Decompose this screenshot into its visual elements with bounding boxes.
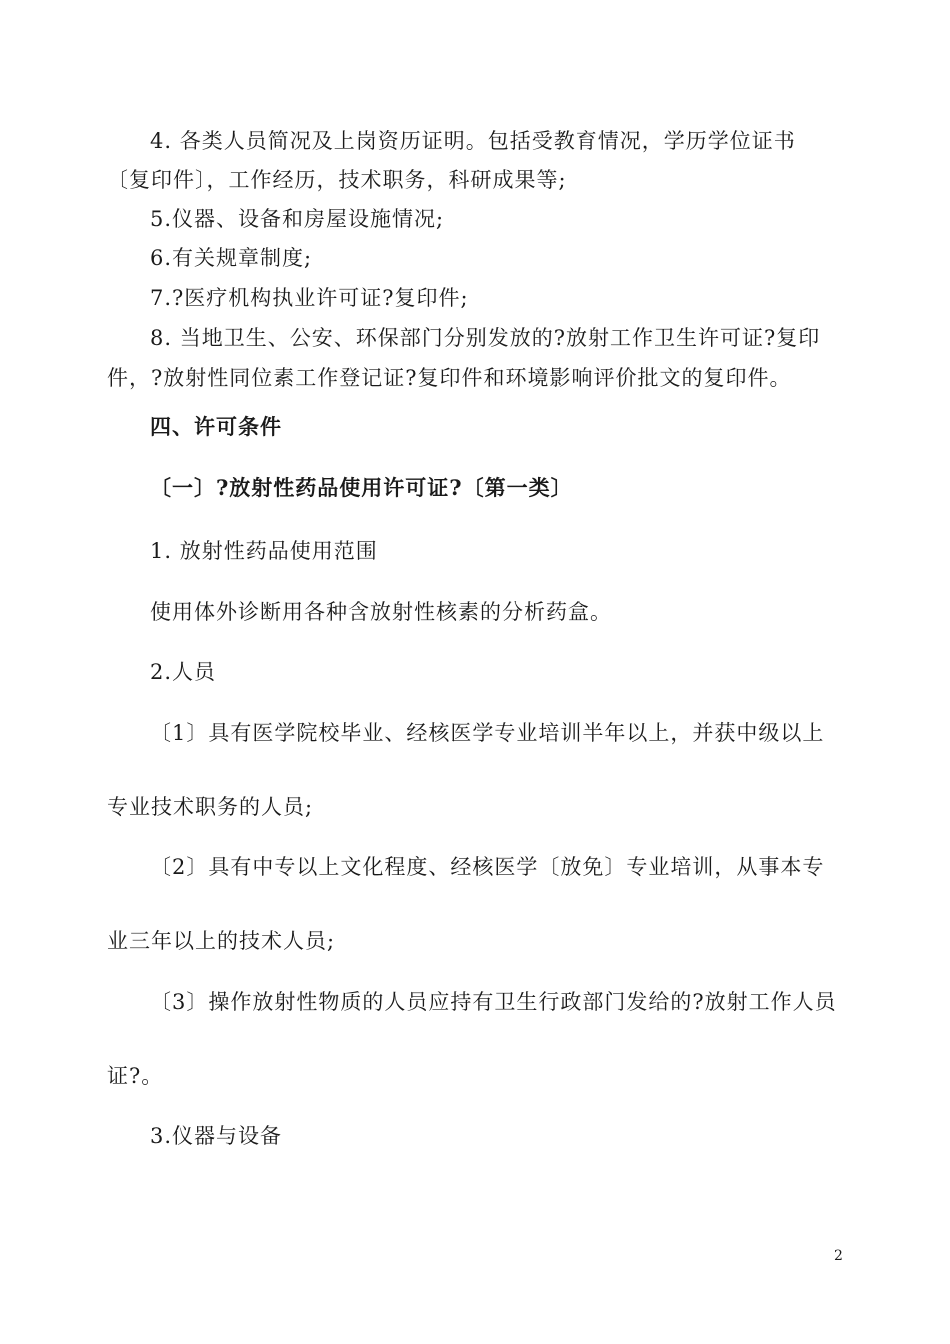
personnel-2-line-2: 业三年以上的技术人员; [107, 929, 336, 953]
personnel-3-line-2: 证?。 [107, 1064, 164, 1088]
item-3-heading: 3.仪器与设备 [150, 1124, 283, 1148]
list-item-8-line-2: 件，?放射性同位素工作登记证?复印件和环境影响评价批文的复印件。 [107, 366, 792, 390]
item-1-text: 使用体外诊断用各种含放射性核素的分析药盒。 [150, 600, 612, 624]
list-item-6: 6.有关规章制度; [150, 246, 313, 270]
personnel-3-line-1: 〔3〕操作放射性物质的人员应持有卫生行政部门发给的?放射工作人员 [150, 990, 837, 1014]
list-item-4-line-2: 〔复印件〕，工作经历，技术职务，科研成果等; [107, 168, 567, 192]
personnel-1-line-2: 专业技术职务的人员; [107, 795, 314, 819]
subsection-heading-category-one: 〔一〕?放射性药品使用许可证?〔第一类〕 [150, 475, 573, 500]
list-item-8-line-1: 8. 当地卫生、公安、环保部门分别发放的?放射工作卫生许可证?复印 [150, 326, 821, 350]
list-item-5: 5.仪器、设备和房屋设施情况; [150, 207, 445, 231]
personnel-2-line-1: 〔2〕具有中专以上文化程度、经核医学〔放免〕专业培训，从事本专 [150, 855, 825, 879]
item-2-heading: 2.人员 [150, 660, 217, 684]
list-item-4-line-1: 4. 各类人员简况及上岗资历证明。包括受教育情况，学历学位证书 [150, 129, 796, 153]
section-heading-licensing-conditions: 四、许可条件 [150, 414, 282, 439]
item-1-heading: 1. 放射性药品使用范围 [150, 539, 378, 563]
personnel-1-line-1: 〔1〕具有医学院校毕业、经核医学专业培训半年以上，并获中级以上 [150, 721, 825, 745]
list-item-7: 7.?医疗机构执业许可证?复印件; [150, 286, 469, 310]
page-number: 2 [834, 1248, 843, 1264]
